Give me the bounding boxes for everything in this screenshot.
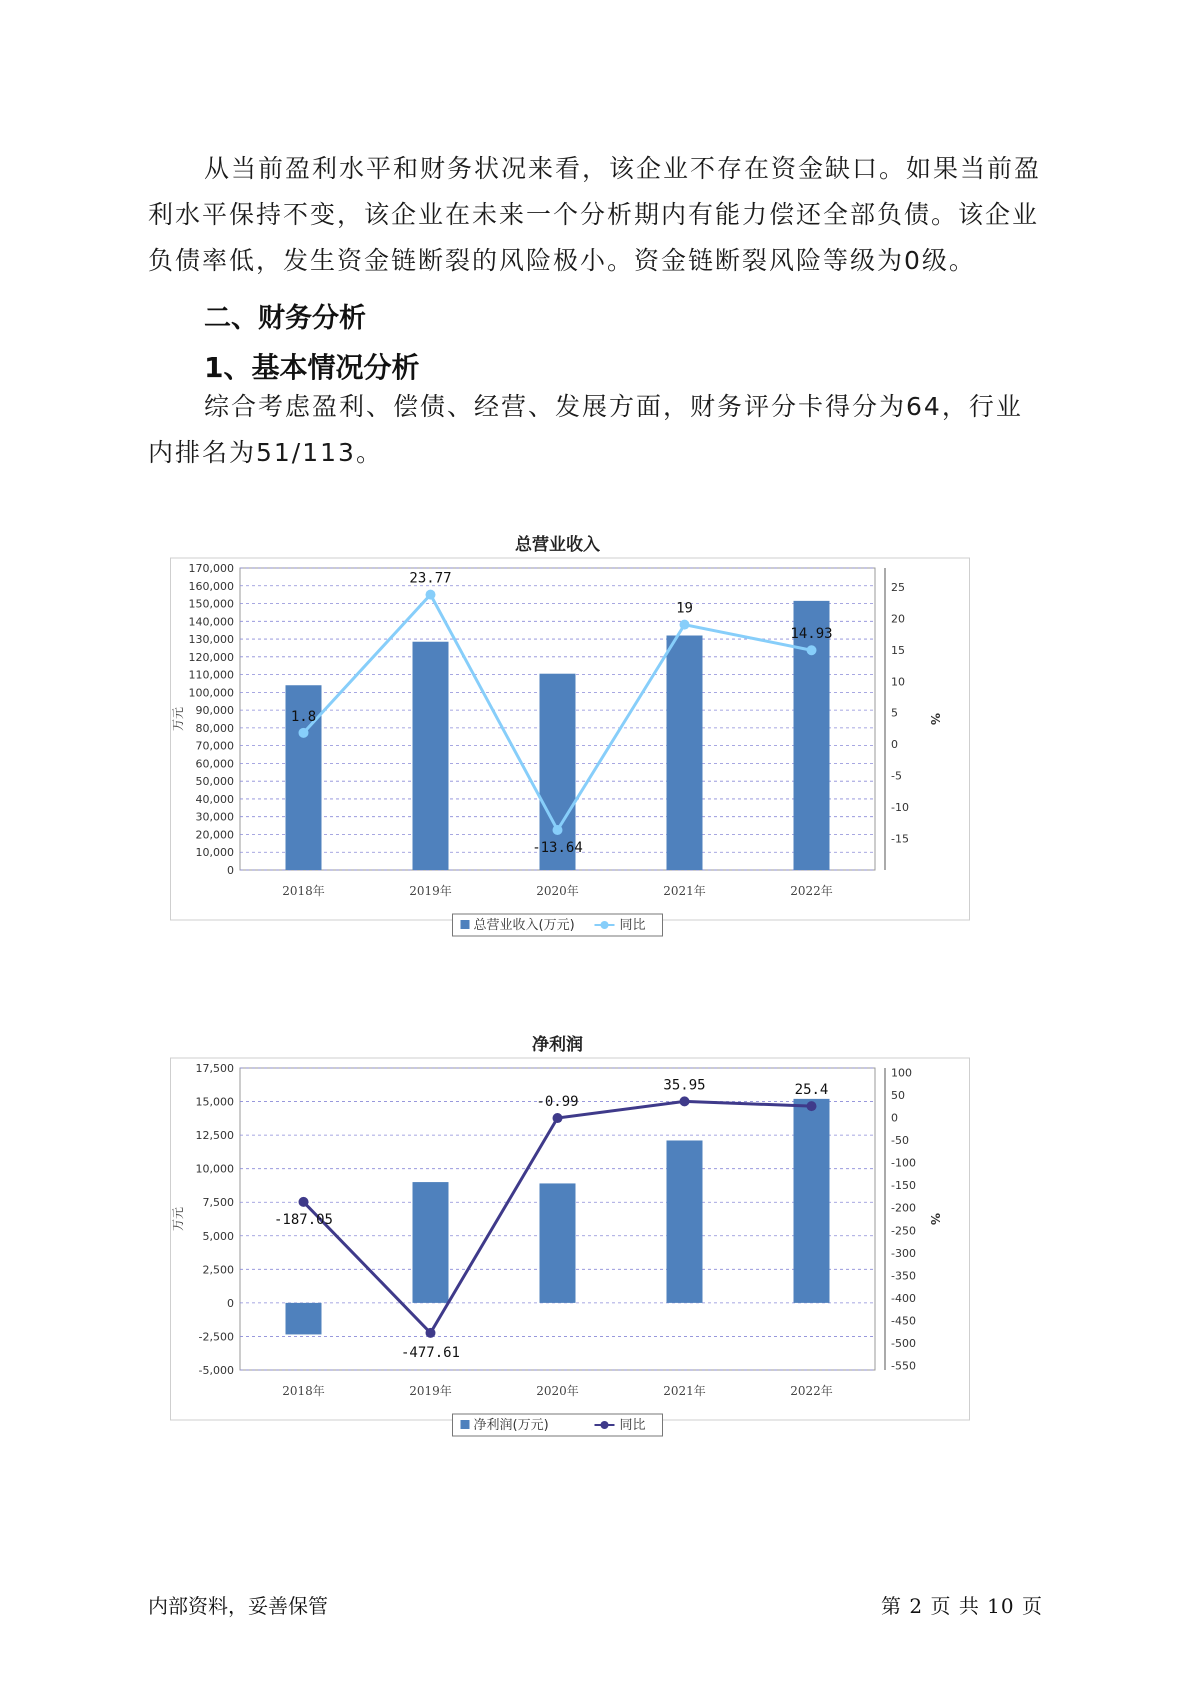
y-tick-label: 5,000 <box>202 1229 234 1243</box>
data-label: 23.77 <box>409 570 452 587</box>
data-label: 14.93 <box>790 626 833 643</box>
y2-tick-label: 100 <box>891 1066 912 1080</box>
y-tick-label: 0 <box>227 1296 234 1310</box>
x-tick-label: 2021年 <box>663 884 706 898</box>
revenue-chart-svg <box>170 530 970 990</box>
chart-legend <box>453 914 663 936</box>
x-tick-label: 2021年 <box>663 1384 706 1398</box>
legend-bar-label: 净利润(万元) <box>473 1418 549 1433</box>
y-tick-label: 130,000 <box>188 633 234 647</box>
section-heading: 二、财务分析 <box>204 303 366 334</box>
y-tick-label: 40,000 <box>195 792 234 806</box>
footer-confidential: 内部资料，妥善保管 <box>148 1594 328 1618</box>
y-tick-label: 140,000 <box>188 615 234 629</box>
chart-legend <box>453 1414 663 1436</box>
y-tick-label: 70,000 <box>195 739 234 753</box>
legend-line-label: 同比 <box>619 1418 646 1433</box>
net-profit-chart <box>170 1030 970 1490</box>
summary-text: 从当前盈利水平和财务状况来看，该企业不存在资金缺口。如果当前盈利水平保持不变，该企业在未来一个分析期内有能力偿还全部负债。该企业负债率低，发生资金链断裂的风险极小。资金链断裂风险等级为0级。 <box>148 154 1042 275</box>
y-tick-label: 90,000 <box>195 704 234 718</box>
x-tick-label: 2019年 <box>409 1384 452 1398</box>
y-axis-label: 万元 <box>171 706 185 732</box>
x-tick-label: 2018年 <box>282 1384 325 1398</box>
x-tick-label: 2022年 <box>790 1384 833 1398</box>
y2-tick-label: 0 <box>891 738 898 752</box>
y2-tick-label: -450 <box>891 1314 916 1328</box>
data-label: -13.64 <box>532 839 583 856</box>
y2-tick-label: -10 <box>891 801 909 815</box>
data-label: -477.61 <box>400 1344 461 1361</box>
x-tick-label: 2022年 <box>790 884 833 898</box>
y2-tick-label: -100 <box>891 1156 916 1170</box>
data-label: -187.05 <box>273 1211 334 1228</box>
y-tick-label: 2,500 <box>202 1263 234 1277</box>
footer-page-number: 第 2 页 共 10 页 <box>881 1594 1043 1618</box>
score-paragraph <box>148 384 1048 476</box>
data-label: 25.4 <box>794 1082 829 1099</box>
line-point <box>299 1197 309 1207</box>
line-point <box>807 1101 817 1111</box>
y-tick-label: -5,000 <box>198 1364 234 1377</box>
y2-tick-label: 10 <box>891 675 905 689</box>
y-tick-label: 150,000 <box>188 597 234 611</box>
y2-tick-label: 50 <box>891 1089 905 1103</box>
y2-tick-label: -200 <box>891 1201 916 1215</box>
subsection-heading: 1、基本情况分析 <box>204 351 420 384</box>
chart-title: 总营业收入 <box>515 535 600 555</box>
y-tick-label: 80,000 <box>195 721 234 735</box>
y2-tick-label: 5 <box>891 706 898 720</box>
y-tick-label: 20,000 <box>195 828 234 842</box>
bar <box>413 1182 449 1303</box>
data-label: -0.99 <box>536 1094 579 1111</box>
chart-title: 净利润 <box>532 1035 583 1055</box>
y2-axis-label: % <box>928 712 942 726</box>
y2-tick-label: -150 <box>891 1179 916 1193</box>
y2-tick-label: -500 <box>891 1336 916 1350</box>
y-tick-label: 10,000 <box>195 846 234 860</box>
score-text: 综合考虑盈利、偿债、经营、发展方面，财务评分卡得分为64，行业内排名为51/113。 <box>148 392 1023 467</box>
legend-bar-swatch <box>461 1420 470 1429</box>
y2-tick-label: 15 <box>891 643 905 657</box>
line-point <box>553 825 563 835</box>
y2-tick-label: -15 <box>891 832 909 846</box>
line-point <box>299 728 309 738</box>
revenue-chart <box>170 530 970 990</box>
y2-tick-label: -250 <box>891 1224 916 1238</box>
x-tick-label: 2018年 <box>282 884 325 898</box>
bar <box>667 1140 703 1302</box>
line-point <box>680 620 690 630</box>
line-point <box>807 645 817 655</box>
bar <box>540 1183 576 1302</box>
y-tick-label: 0 <box>227 864 234 877</box>
legend-bar-swatch <box>461 920 470 929</box>
y2-tick-label: 25 <box>891 580 905 594</box>
y-tick-label: 12,500 <box>195 1129 234 1143</box>
y2-tick-label: 20 <box>891 612 905 626</box>
y2-tick-label: -300 <box>891 1246 916 1260</box>
data-label: 19 <box>676 600 693 617</box>
y2-tick-label: -550 <box>891 1359 916 1373</box>
line-point <box>426 590 436 600</box>
legend-bar-label: 总营业收入(万元) <box>473 918 575 933</box>
legend-line-marker <box>601 1421 609 1429</box>
y-tick-label: 100,000 <box>188 686 234 700</box>
y-axis-label: 万元 <box>171 1206 185 1232</box>
data-label: 1.8 <box>290 708 317 725</box>
y2-tick-label: -400 <box>891 1291 916 1305</box>
x-tick-label: 2020年 <box>536 1384 579 1398</box>
bar <box>794 1099 830 1303</box>
y-tick-label: 50,000 <box>195 775 234 789</box>
y-tick-label: 120,000 <box>188 650 234 664</box>
legend-line-marker <box>601 921 609 929</box>
y2-tick-label: 0 <box>891 1111 898 1125</box>
y-tick-label: 160,000 <box>188 579 234 593</box>
y-tick-label: 17,500 <box>195 1062 234 1075</box>
line-point <box>553 1113 563 1123</box>
y2-tick-label: -5 <box>891 769 902 783</box>
y-tick-label: -2,500 <box>198 1330 234 1344</box>
y2-tick-label: -350 <box>891 1269 916 1283</box>
y-tick-label: 110,000 <box>188 668 234 682</box>
y2-axis-label: % <box>928 1212 942 1226</box>
y-tick-label: 170,000 <box>188 562 234 575</box>
x-tick-label: 2019年 <box>409 884 452 898</box>
y2-tick-label: -50 <box>891 1134 909 1148</box>
bar <box>667 636 703 870</box>
line-point <box>426 1328 436 1338</box>
y-tick-label: 10,000 <box>195 1162 234 1176</box>
legend-line-label: 同比 <box>619 918 646 933</box>
summary-paragraph <box>148 146 1048 284</box>
data-label: 35.95 <box>663 1077 706 1094</box>
y-tick-label: 60,000 <box>195 757 234 771</box>
y-tick-label: 7,500 <box>202 1196 234 1210</box>
line-point <box>680 1096 690 1106</box>
x-tick-label: 2020年 <box>536 884 579 898</box>
bar <box>286 1303 322 1335</box>
y-tick-label: 30,000 <box>195 810 234 824</box>
net-profit-chart-svg <box>170 1030 970 1490</box>
y-tick-label: 15,000 <box>195 1095 234 1109</box>
bar <box>413 642 449 870</box>
